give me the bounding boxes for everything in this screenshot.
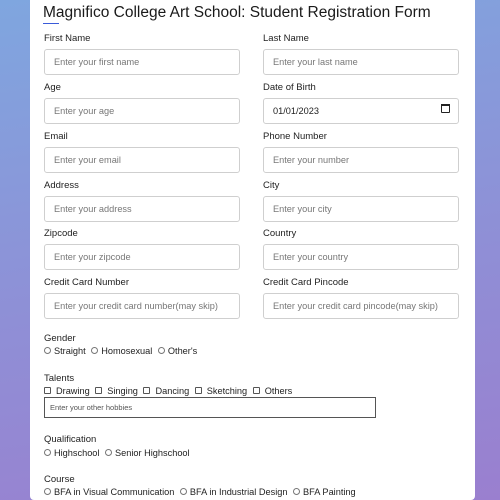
talent-option-label: Singing: [107, 386, 138, 396]
talent-option-label: Others: [264, 386, 293, 396]
city-input[interactable]: Enter your city: [263, 196, 459, 222]
cc-pincode-field: [263, 277, 459, 319]
address-label: Address: [44, 180, 79, 191]
dob-field: [263, 82, 459, 124]
gender-radio-others[interactable]: [158, 347, 165, 354]
age-field: [44, 82, 240, 124]
talent-checkbox-drawing[interactable]: [44, 387, 51, 394]
qualification-radio-highschool[interactable]: [44, 449, 51, 456]
qualification-radio-senior-highschool[interactable]: [105, 449, 112, 456]
calendar-icon[interactable]: [441, 104, 450, 113]
other-hobbies-input[interactable]: Enter your other hobbies: [44, 397, 376, 418]
qualification-label: Qualification: [44, 434, 97, 445]
talent-option-label: Drawing: [56, 386, 90, 396]
last-name-input[interactable]: Enter your last name: [263, 49, 459, 75]
zipcode-label: Zipcode: [44, 228, 78, 239]
age-label: Age: [44, 82, 61, 93]
talent-option-label: Sketching: [206, 386, 248, 396]
last-name-field: [263, 33, 459, 75]
country-label: Country: [263, 228, 297, 239]
country-input[interactable]: Enter your country: [263, 244, 459, 270]
qualification-option-label: Senior Highschool: [115, 448, 190, 458]
gender-option-label: Straight: [54, 346, 86, 356]
cc-number-input[interactable]: Enter your credit card number(may skip): [44, 293, 240, 319]
talents-options: [44, 386, 295, 396]
course-option-label: BFA in Visual Communication: [54, 487, 175, 497]
city-field: [263, 180, 459, 222]
first-name-label: First Name: [44, 33, 91, 44]
city-label: City: [263, 180, 280, 191]
title-underline: [43, 23, 59, 24]
qualification-option-label: Highschool: [54, 448, 100, 458]
phone-input[interactable]: Enter your number: [263, 147, 459, 173]
gender-radio-straight[interactable]: [44, 347, 51, 354]
dob-input[interactable]: 01/01/2023: [263, 98, 459, 124]
gender-option-label: Homosexual: [101, 346, 153, 356]
talent-checkbox-dancing[interactable]: [143, 387, 150, 394]
cc-pincode-input[interactable]: Enter your credit card pincode(may skip): [263, 293, 459, 319]
cc-number-field: [44, 277, 240, 319]
first-name-input[interactable]: Enter your first name: [44, 49, 240, 75]
talent-checkbox-sketching[interactable]: [195, 387, 202, 394]
last-name-label: Last Name: [263, 33, 309, 44]
first-name-field: [44, 33, 240, 75]
qualification-options: [44, 448, 193, 458]
course-radio-industrial-design[interactable]: [180, 488, 187, 495]
page-title: Magnifico College Art School: Student Registration Form: [43, 4, 431, 21]
talent-checkbox-singing[interactable]: [95, 387, 102, 394]
zipcode-field: [44, 228, 240, 270]
dob-label: Date of Birth: [263, 82, 316, 93]
course-option-label: BFA in Industrial Design: [189, 487, 288, 497]
talent-checkbox-others[interactable]: [253, 387, 260, 394]
cc-pincode-label: Credit Card Pincode: [263, 277, 349, 288]
address-input[interactable]: Enter your address: [44, 196, 240, 222]
email-input[interactable]: Enter your email: [44, 147, 240, 173]
gender-options: [44, 346, 200, 356]
age-input[interactable]: Enter your age: [44, 98, 240, 124]
zipcode-input[interactable]: Enter your zipcode: [44, 244, 240, 270]
course-option-label: BFA Painting: [303, 487, 356, 497]
email-label: Email: [44, 131, 68, 142]
talents-label: Talents: [44, 373, 75, 384]
phone-field: [263, 131, 459, 173]
course-options: [44, 487, 359, 497]
gender-label: Gender: [44, 333, 76, 344]
course-label: Course: [44, 474, 75, 485]
course-radio-visual-communication[interactable]: [44, 488, 51, 495]
phone-label: Phone Number: [263, 131, 327, 142]
email-field: [44, 131, 240, 173]
gender-option-label: Other's: [167, 346, 198, 356]
address-field: [44, 180, 240, 222]
country-field: [263, 228, 459, 270]
talent-option-label: Dancing: [155, 386, 190, 396]
cc-number-label: Credit Card Number: [44, 277, 129, 288]
registration-form-card: [30, 0, 475, 500]
gender-radio-homosexual[interactable]: [91, 347, 98, 354]
course-radio-painting[interactable]: [293, 488, 300, 495]
